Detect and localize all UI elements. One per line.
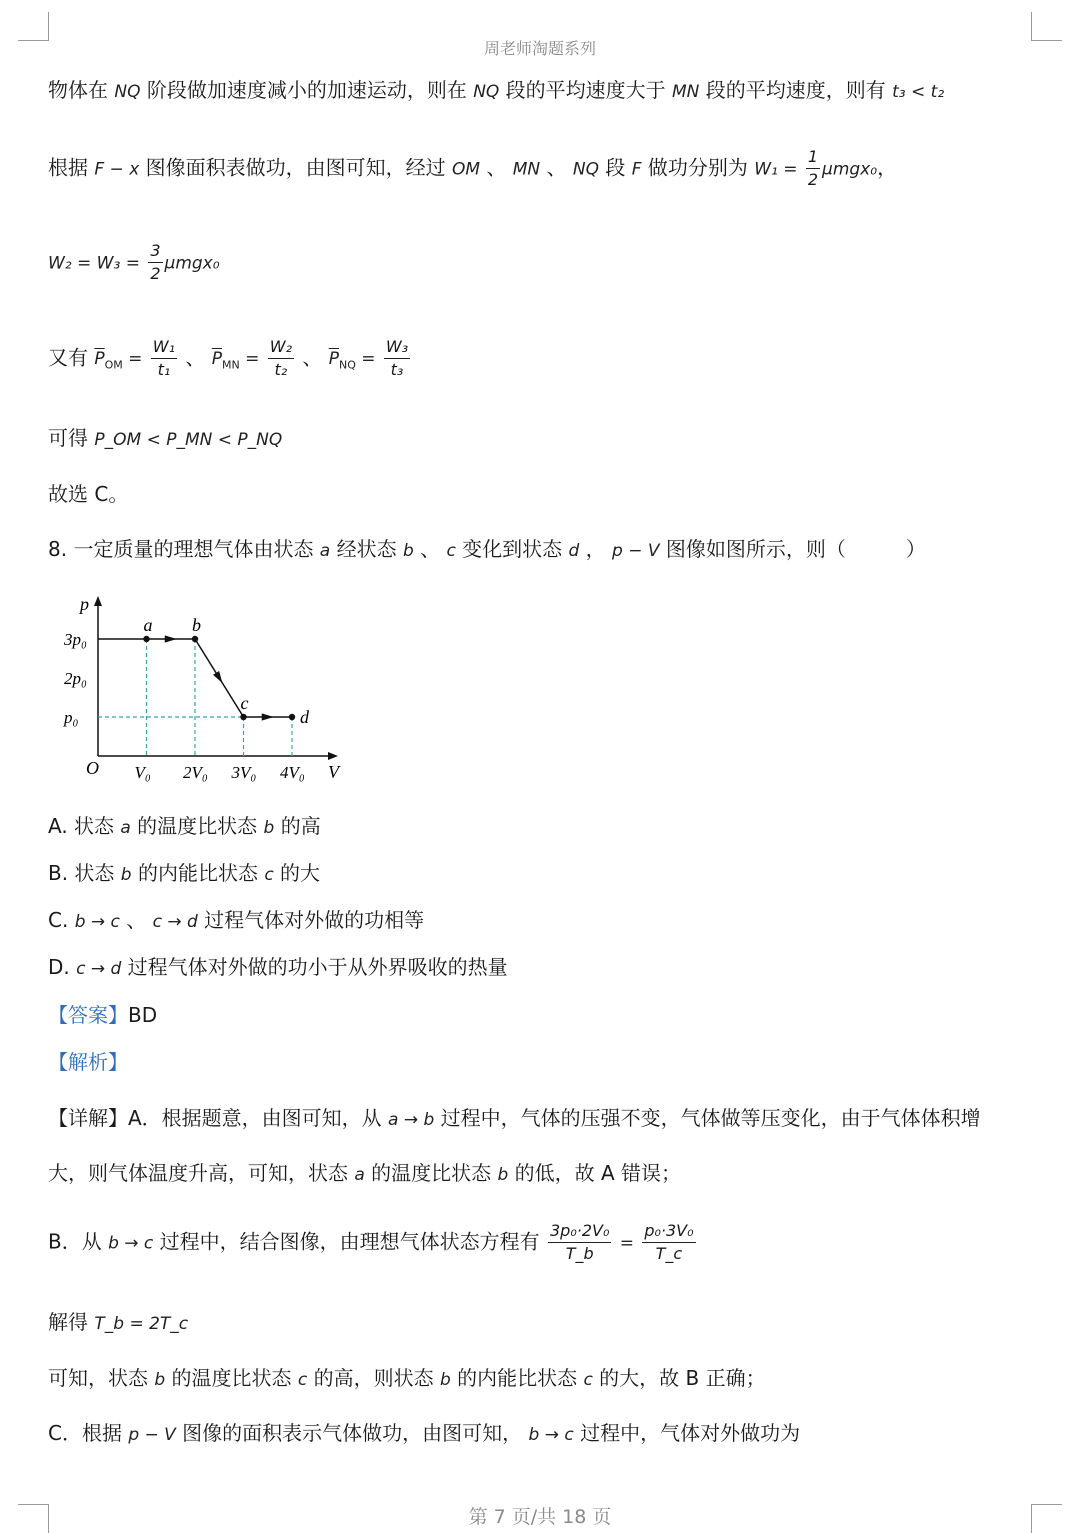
state-equation-left: $\frac{\text{3p₀·2V₀}}{T\_b}$ — [550, 1221, 610, 1264]
x-tick-label: V₀ — [134, 763, 151, 782]
answer-line: 【答案】BD — [48, 1003, 158, 1027]
x-tick-label: 4V₀ — [280, 763, 305, 782]
process-arrow-2 — [213, 671, 222, 683]
x-tick-label: 2V₀ — [183, 763, 208, 782]
option-c: C. b → c 、 c → d 过程气体对外做的功相等 — [48, 908, 425, 932]
detail-line-4: 解得 T_b = 2T_c — [48, 1310, 189, 1334]
x-tick-label: 3V₀ — [231, 763, 257, 782]
text-line-1: 物体在 NQ 阶段做加速度减小的加速运动，则在 NQ 段的平均速度大于 MN 段的平均速度，则有 t₃ < t₂ — [48, 78, 945, 102]
y-tick-label: 3p₀ — [64, 630, 87, 649]
option-b: B. 状态 b 的内能比状态 c 的大 — [48, 861, 321, 885]
x-axis-arrow — [328, 752, 338, 760]
y-axis-label: p — [80, 594, 89, 614]
y-tick-label: p₀ — [64, 708, 79, 727]
detail-line-5: 可知，状态 b 的温度比状态 c 的高，则状态 b 的内能比状态 c 的大，故 B 正确； — [48, 1366, 766, 1390]
state-label-a: a — [143, 615, 153, 635]
state-point-b — [192, 636, 198, 642]
state-label-c: c — [240, 693, 249, 713]
text-line-6: 故选 C。 — [48, 482, 129, 506]
state-point-a — [143, 636, 149, 642]
state-point-d — [289, 714, 295, 720]
detail-line-3: B．从 b → c 过程中，结合图像，由理想气体状态方程有 $\frac{\text{3p₀·2V₀}}{T\_b}$ = $\frac{\text{p₀·3V₀}}{T\_c}$ — [48, 1220, 698, 1266]
text-line-5: 可得 P_OM < P_MN < P_NQ — [48, 426, 283, 450]
fraction-one-half: $\frac{1}{2}$ — [807, 147, 819, 190]
fraction-three-halves: $\frac{3}{2}$ — [150, 241, 161, 284]
pv-diagram — [52, 588, 352, 788]
state-point-c — [240, 714, 246, 720]
y-axis-arrow — [94, 596, 102, 606]
detail-line-6: C．根据 p − V 图像的面积表示气体做功，由图可知， b → c 过程中，气体对外做功为 — [48, 1421, 801, 1445]
option-d: D. c → d 过程气体对外做的功小于从外界吸收的热量 — [48, 955, 508, 979]
process-arrow-1 — [165, 635, 177, 642]
page-header: 周老师淘题系列 — [483, 39, 596, 58]
process-arrow-3 — [262, 713, 274, 720]
origin-label: O — [86, 758, 99, 778]
option-a: A. 状态 a 的温度比状态 b 的高 — [48, 814, 321, 838]
state-equation-right: $\frac{\text{p₀·3V₀}}{T\_c}$ — [644, 1221, 694, 1264]
page-footer: 第 7 页/共 18 页 — [468, 1506, 612, 1528]
text-line-2: 根据 F − x 图像面积表做功，由图可知，经过 OM 、 MN 、 NQ 段 F 做功分别为 W₁ = $\frac{1}{2}$ μmgx₀， — [48, 146, 897, 192]
analysis-label: 【解析】 — [48, 1050, 128, 1074]
state-label-b: b — [192, 615, 201, 635]
text-line-4: 又有 $\overline{P}_{OM}$ = $\frac{\text{W₁}}{\text{t₁}}$ 、 $\overline{P}_{MN}$ = $\frac{\text{W₂}}{\text{t₂}}$ 、 $\overline{P}_{NQ}$ = $\frac{\text{W₃}}{\text{t₃}}$ — [48, 337, 409, 380]
x-axis-label: V — [328, 762, 339, 782]
detail-line-2: 大，则气体温度升高，可知，状态 a 的温度比状态 b 的低，故 A 错误； — [48, 1161, 682, 1185]
y-tick-label: 2p₀ — [64, 669, 87, 688]
text-line-3: W₂ = W₃ = $\frac{3}{2}$ μmgx₀ — [48, 240, 220, 286]
question-8: 8. 一定质量的理想气体由状态 a 经状态 b 、 c 变化到状态 d ， p − V 图像如图所示，则（ ） — [48, 537, 926, 561]
state-label-d: d — [300, 707, 309, 727]
detail-line-1: 【详解】A．根据题意，由图可知，从 a → b 过程中，气体的压强不变，气体做等压变化，由于气体体积增 — [48, 1106, 981, 1130]
